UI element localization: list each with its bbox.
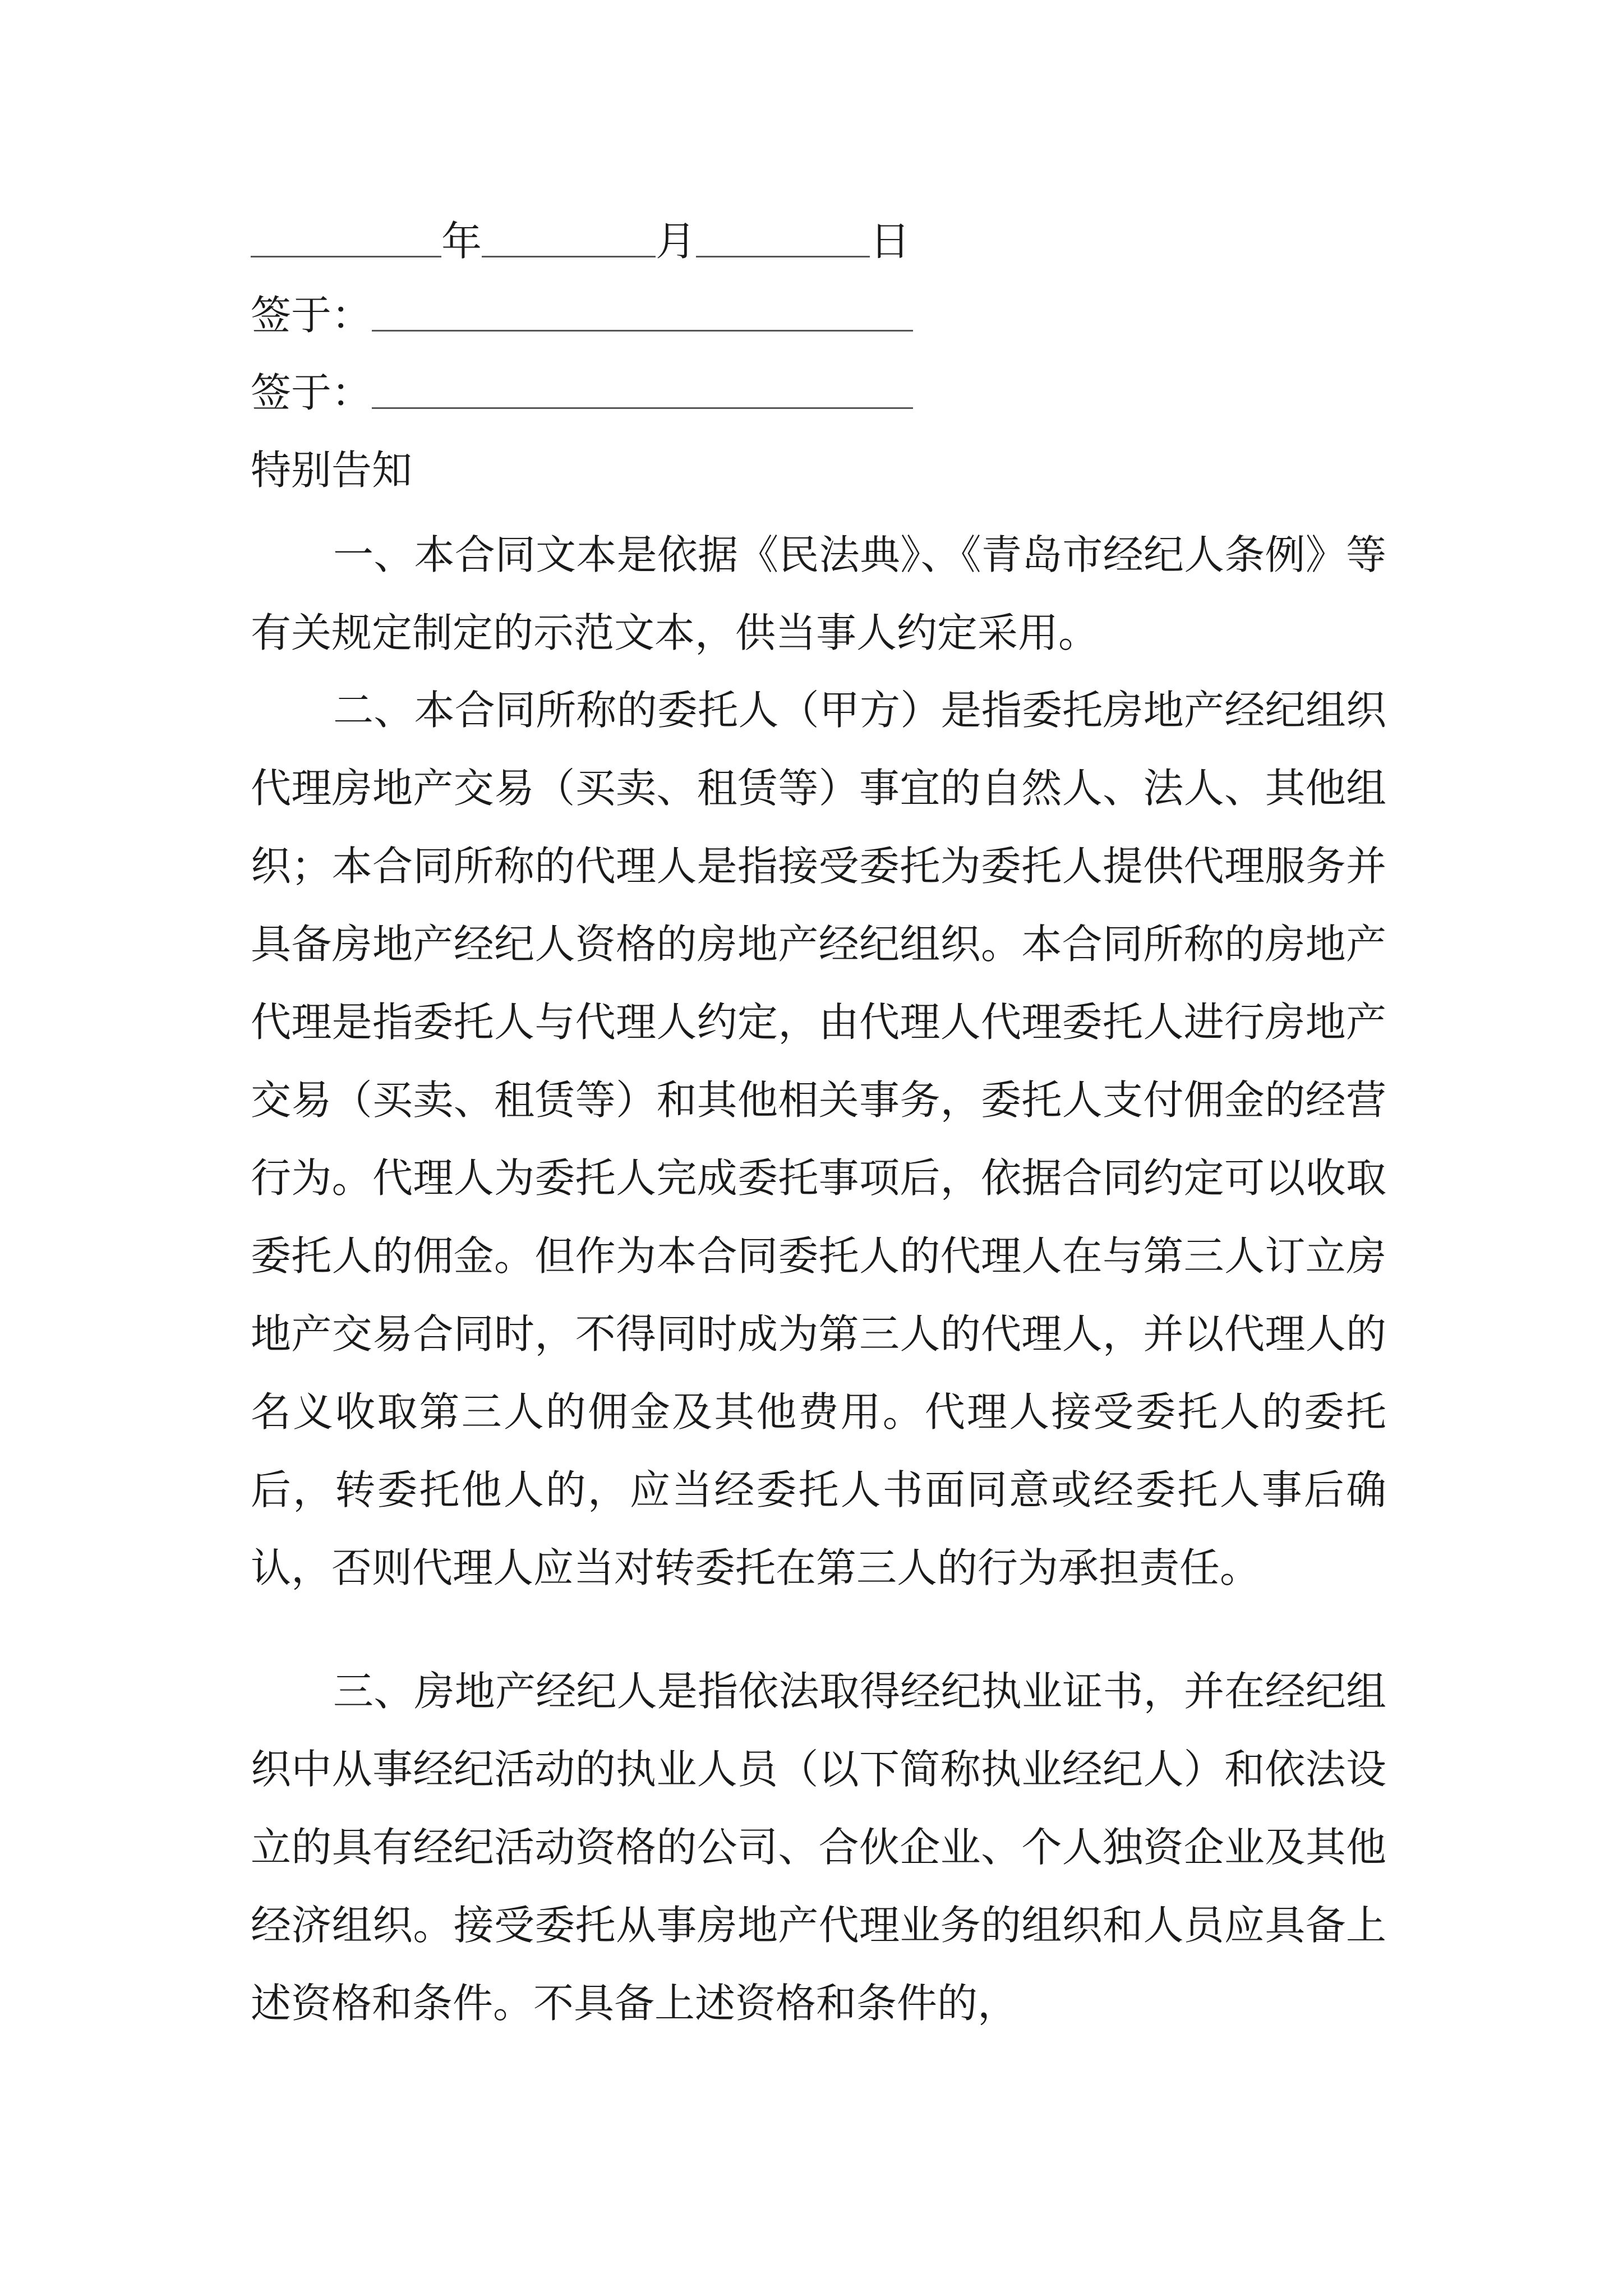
paragraph-3: 三、房地产经纪人是指依法取得经纪执业证书，并在经纪组织中从事经纪活动的执业人员（以下简称执业经纪人）和依法设立的具有经纪活动资格的公司、合伙企业、个人独资企业及其他经济组织。接受委托从事房地产代理业务的组织和人员应具备上述资格和条件。不具备上述资格和条件的， xyxy=(251,1668,1386,2027)
sign-blank[interactable] xyxy=(372,372,913,409)
year-label: 年 xyxy=(441,218,482,265)
day-label: 日 xyxy=(870,218,911,265)
month-label: 月 xyxy=(656,218,697,265)
day-blank[interactable] xyxy=(696,221,870,257)
year-blank[interactable] xyxy=(251,221,441,257)
sign-label: 签于： xyxy=(251,292,372,339)
paragraph-1: 一、本合同文本是依据《民法典》、《青岛市经纪人条例》等有关规定制定的示范文本，供当事人约定采用。 xyxy=(251,531,1386,656)
paragraph-2: 二、本合同所称的委托人（甲方）是指委托房地产经纪组织代理房地产交易（买卖、租赁等）事宜的自然人、法人、其他组织；本合同所称的代理人是指接受委托为委托人提供代理服务并具备房地产经纪人资格的房地产经纪组织。本合同所称的房地产代理是指委托人与代理人约定，由代理人代理委托人进行房地产交易（买卖、租赁等）和其他相关事务，委托人支付佣金的经营行为。代理人为委托人完成委托事项后，依据合同约定可以收取委托人的佣金。但作为本合同委托人的代理人在与第三人订立房地产交易合同时，不得同时成为第三人的代理人，并以代理人的名义收取第三人的佣金及其他费用。代理人接受委托人的委托后，转委托他人的，应当经委托人书面同意或经委托人事后确认，否则代理人应当对转委托在第三人的行为承担责任。 xyxy=(251,687,1386,1591)
notice-heading: 特别告知 xyxy=(251,447,413,494)
sign-line-1 xyxy=(251,287,913,343)
date-line xyxy=(251,213,910,269)
month-blank[interactable] xyxy=(482,221,656,257)
sign-label: 签于： xyxy=(251,369,372,416)
sign-blank[interactable] xyxy=(372,295,913,332)
sign-line-2 xyxy=(251,365,913,421)
